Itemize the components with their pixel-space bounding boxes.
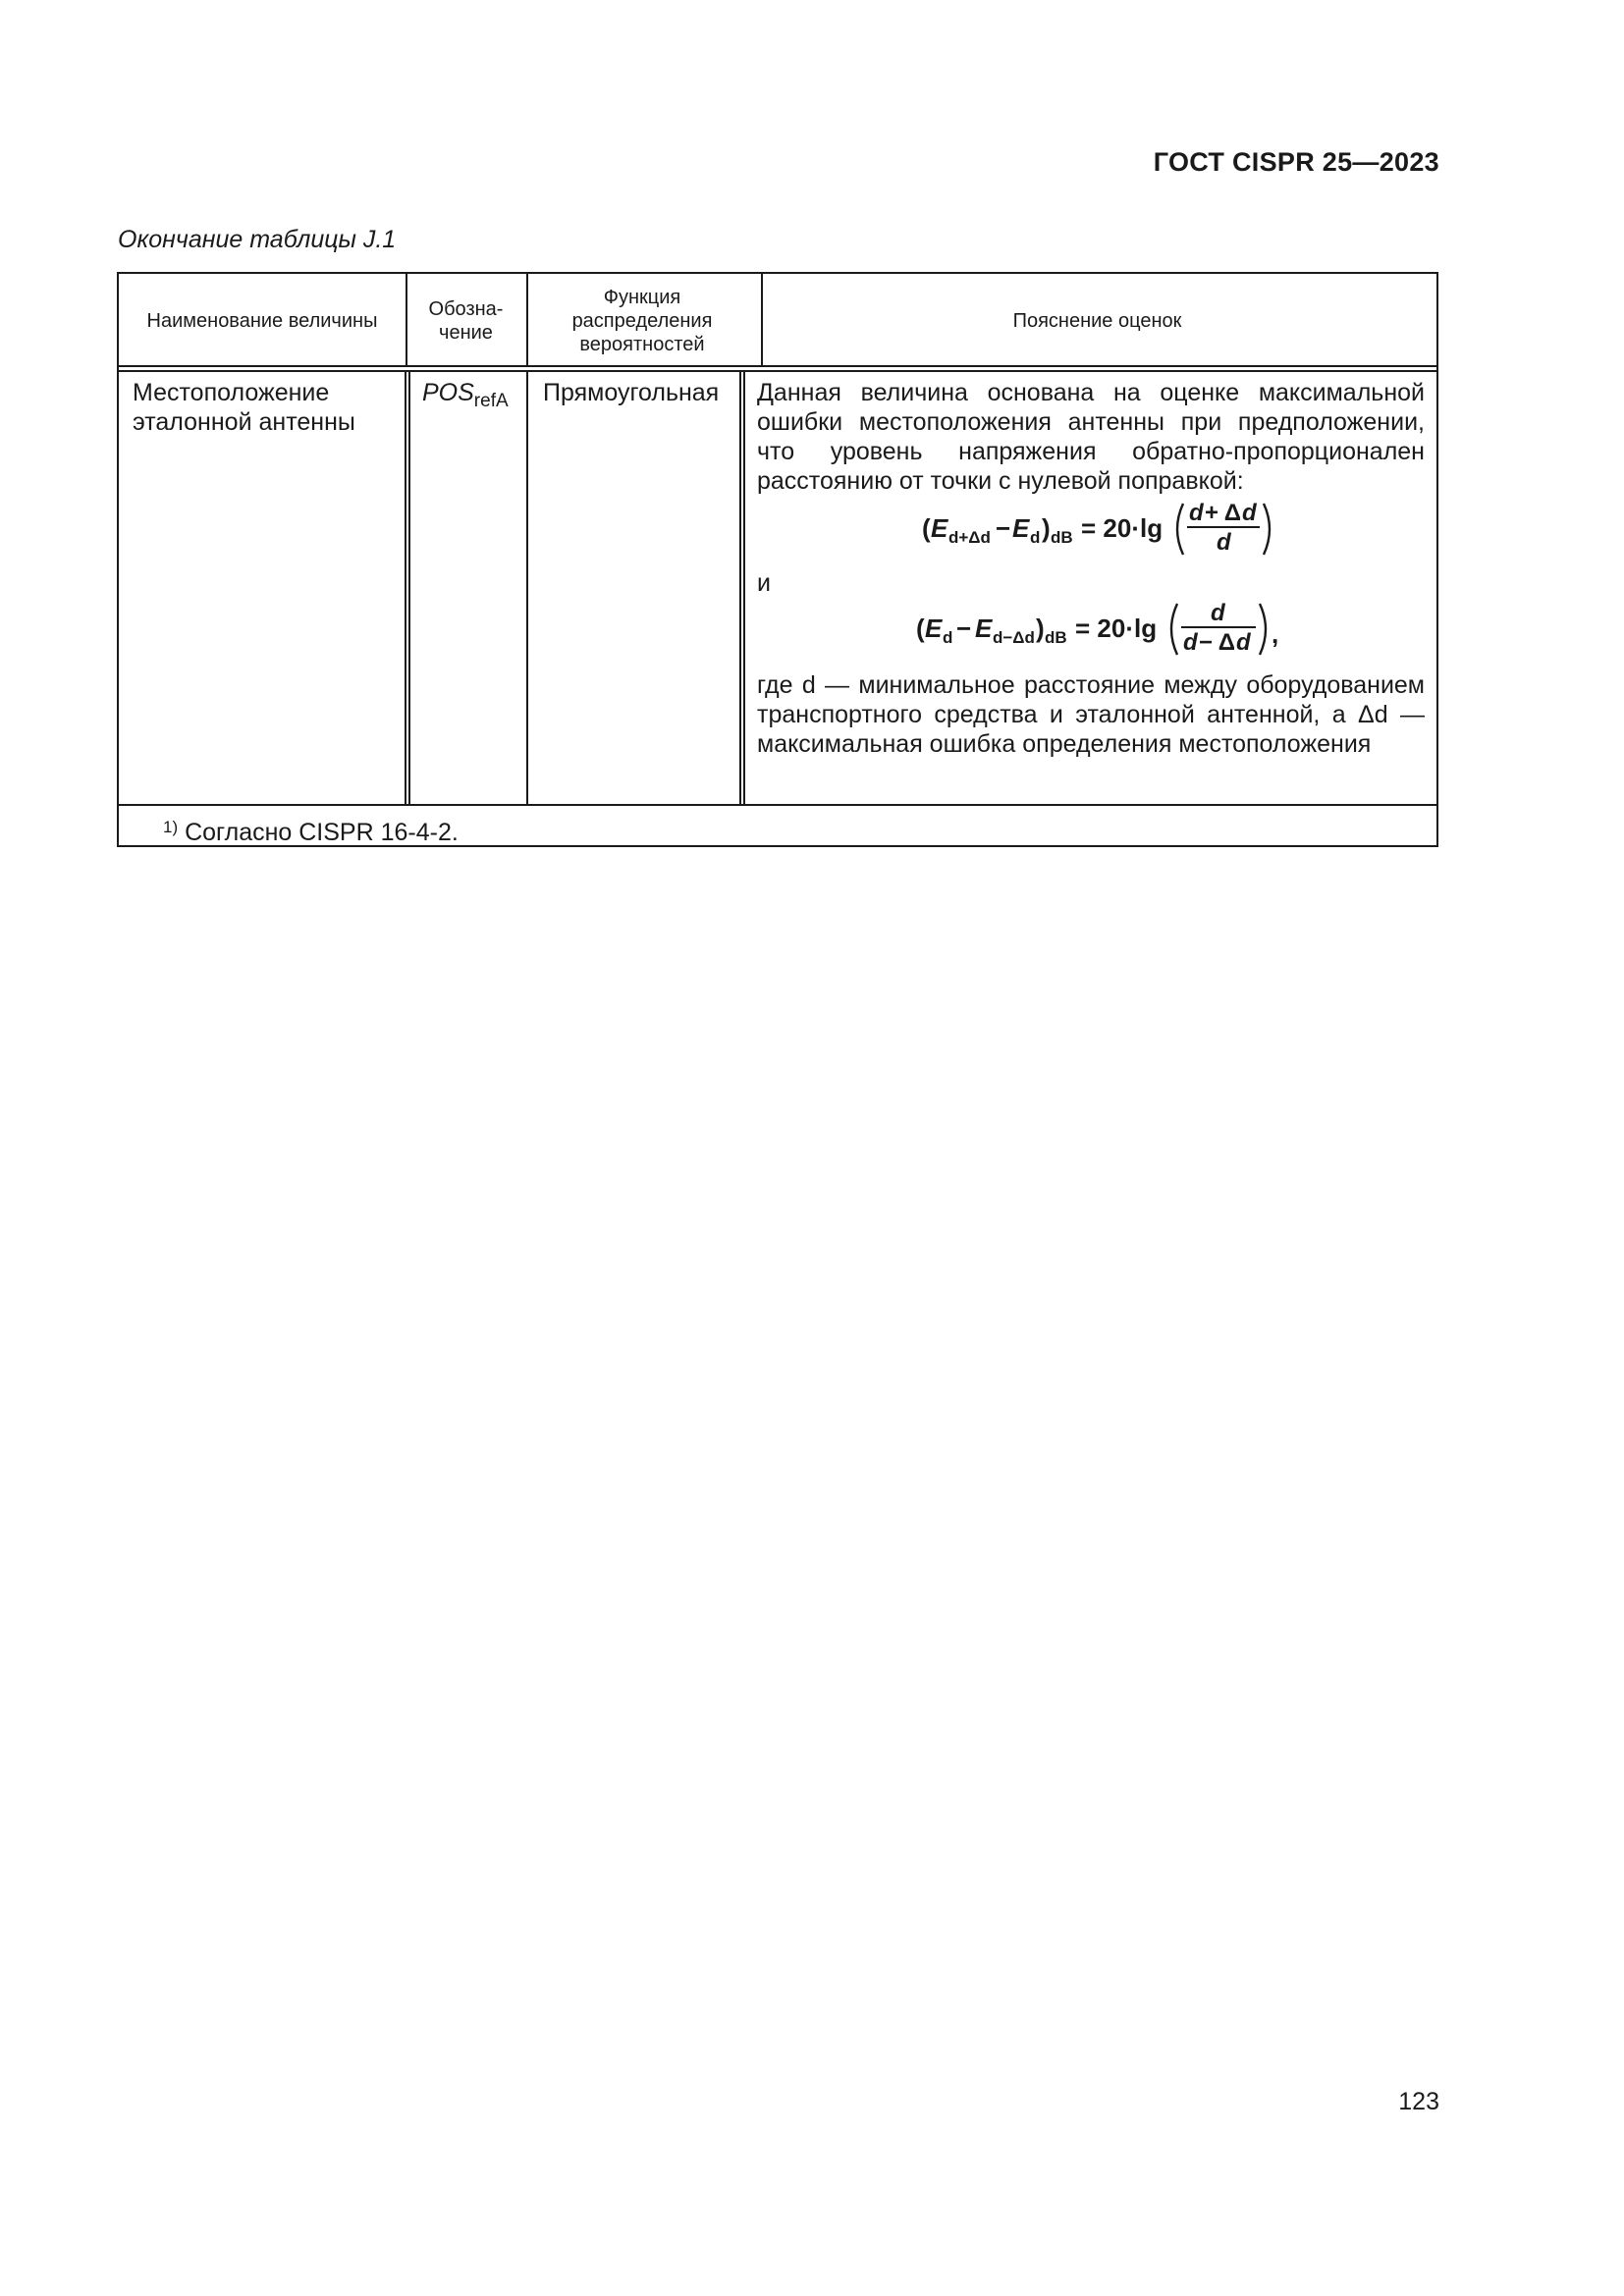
svg-text:E: E	[1012, 513, 1030, 543]
explanation-intro: Данная величина основана на оценке максимальной ошибки местоположения антенны при предположении, что уровень напряжения обратно-пропорционален расстоянию от точки с нулевой поправкой:	[757, 379, 1425, 495]
quantity-name-cell: Местоположение эталонной антенны	[133, 379, 355, 436]
document-header: ГОСТ CISPR 25—2023	[1153, 147, 1439, 177]
svg-text:E: E	[925, 614, 943, 643]
svg-text:(: (	[922, 513, 931, 543]
footnote-text: Согласно CISPR 16-4-2.	[185, 819, 459, 846]
column-header-symbol: Обозна- чение	[428, 297, 504, 344]
svg-text:,: ,	[1272, 619, 1279, 649]
svg-text:d+Δd: d+Δd	[948, 528, 991, 547]
table-caption: Окончание таблицы J.1	[118, 226, 397, 253]
table-footnote	[163, 810, 459, 850]
table-header-row	[119, 274, 1436, 367]
page-number: 123	[1398, 2088, 1439, 2115]
svg-text:d−Δd: d−Δd	[993, 628, 1035, 647]
svg-text:): )	[1036, 614, 1045, 643]
svg-text:): )	[1042, 513, 1051, 543]
svg-text:−: −	[996, 513, 1011, 543]
svg-text:−: −	[956, 614, 972, 643]
svg-text:dB: dB	[1045, 628, 1067, 647]
svg-text:d: d	[943, 628, 953, 647]
column-header-name: Наименование величины	[146, 309, 378, 332]
footnote-marker: 1)	[163, 818, 179, 836]
svg-text:(: (	[916, 614, 925, 643]
symbol-main: POS	[422, 379, 474, 406]
explanation-outro: где d — минимальное расстояние между оборудованием транспортного средства и эталонной антенной, а Δd — максимальная ошибка определения местоположения	[757, 671, 1425, 758]
svg-text:+ Δ: + Δ	[1205, 500, 1242, 526]
svg-text:d: d	[1183, 629, 1198, 656]
svg-text:− Δ: − Δ	[1199, 629, 1236, 656]
svg-text:d: d	[1211, 600, 1225, 626]
svg-text:E: E	[975, 614, 993, 643]
table	[117, 272, 1438, 847]
svg-text:= 20·lg: = 20·lg	[1081, 513, 1164, 543]
column-header-distribution: Функция распределения вероятностей	[571, 286, 713, 355]
svg-text:E: E	[931, 513, 948, 543]
svg-text:dB: dB	[1051, 528, 1073, 547]
svg-text:d: d	[1217, 529, 1231, 556]
svg-text:d: d	[1236, 629, 1251, 656]
formula-2	[757, 598, 1425, 661]
column-header-explanation: Пояснение оценок	[1012, 309, 1182, 332]
formula-1	[757, 496, 1425, 559]
conjunction-text: и	[757, 569, 771, 597]
svg-text:d: d	[1242, 500, 1257, 526]
explanation-cell	[757, 378, 1425, 759]
svg-text:d: d	[1030, 528, 1041, 547]
distribution-cell: Прямоугольная	[543, 379, 720, 406]
symbol-subscript: refA	[473, 391, 509, 411]
svg-text:d: d	[1189, 500, 1204, 526]
svg-text:= 20·lg: = 20·lg	[1075, 614, 1158, 643]
symbol-cell	[422, 378, 530, 416]
